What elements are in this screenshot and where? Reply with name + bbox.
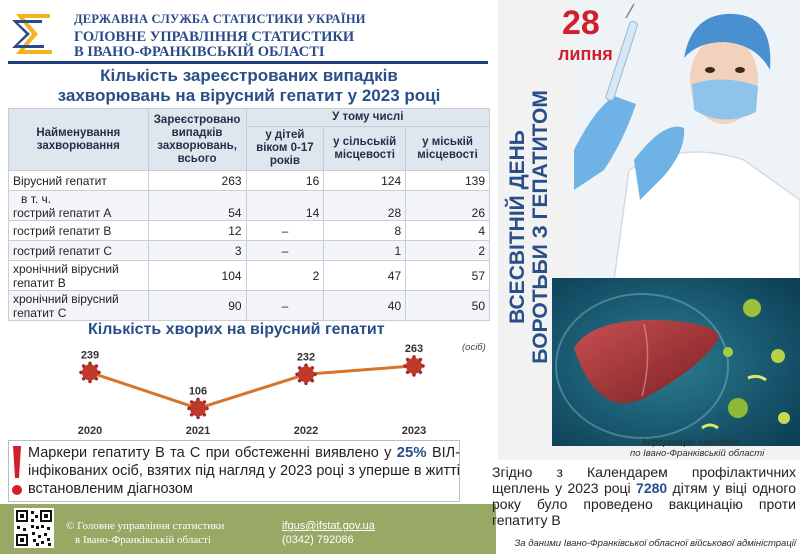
x-tick-label: 2020 <box>77 425 103 437</box>
info-caption <box>630 437 790 459</box>
liver-illustration <box>552 278 800 446</box>
hepatitis-cases-table <box>8 108 490 321</box>
data-label: 239 <box>80 349 100 362</box>
data-point <box>403 355 425 377</box>
cell-total: 90 <box>148 291 246 321</box>
chart-title: Кількість хворих на вірусний гепатит <box>88 321 385 338</box>
data-point <box>79 362 101 384</box>
markers-note-text <box>28 444 460 498</box>
patients-line-chart <box>0 340 500 440</box>
footer-phone: (0342) 792086 <box>282 534 354 546</box>
exclamation-icon <box>10 444 24 498</box>
org-name-regional-line2: В ІВАНО-ФРАНКІВСЬКІЙ ОБЛАСТІ <box>74 44 325 60</box>
table-row <box>9 191 490 221</box>
data-label: 263 <box>404 342 424 355</box>
cell-rural: 40 <box>324 291 406 321</box>
doctor-photo <box>574 0 800 280</box>
row-name-prefix: в т. ч. <box>21 191 52 206</box>
info-caption-line2: по Івано-Франківській області <box>630 448 765 459</box>
cell-children: – <box>246 241 324 261</box>
series-line <box>90 366 414 408</box>
sigma-logo-icon <box>6 6 62 62</box>
page-title <box>10 66 488 106</box>
cell-children: 16 <box>246 171 324 191</box>
cell-urban: 139 <box>406 171 490 191</box>
cell-rural: 47 <box>324 261 406 291</box>
cell-rural: 124 <box>324 171 406 191</box>
row-name: гострий гепатит С <box>9 241 149 261</box>
x-tick-label: 2023 <box>401 425 427 437</box>
cell-children: – <box>246 291 324 321</box>
col-header-name: Найменування захворювання <box>9 109 149 171</box>
col-header-children: у дітей віком 0-17 років <box>246 127 324 171</box>
date-day: 28 <box>562 4 600 42</box>
cell-rural: 1 <box>324 241 406 261</box>
x-tick-label: 2021 <box>185 425 211 437</box>
qr-code-icon[interactable] <box>14 508 54 548</box>
source-note: За даними Івано-Франківської обласної військової адміністрації <box>514 538 796 549</box>
org-name-regional-line1: ГОЛОВНЕ УПРАВЛІННЯ СТАТИСТИКИ <box>74 29 355 45</box>
data-label: 232 <box>296 351 316 364</box>
org-name-regional <box>74 30 354 60</box>
row-name <box>9 261 149 291</box>
col-header-urban: у міській місцевості <box>406 127 490 171</box>
org-name-national: ДЕРЖАВНА СЛУЖБА СТАТИСТИКИ УКРАЇНИ <box>74 12 366 26</box>
data-point <box>295 363 317 385</box>
cell-urban: 50 <box>406 291 490 321</box>
vaccination-text <box>492 464 796 528</box>
x-tick-label: 2022 <box>293 425 319 437</box>
row-name-line2: гепатит В <box>13 275 66 290</box>
cell-children: 14 <box>246 191 324 221</box>
vaccination-text-part2: дітям у віці одного року було проведено вакцинацію проти гепатиту В <box>492 480 796 528</box>
data-point <box>187 398 209 420</box>
table-row <box>9 241 490 261</box>
date-month: липня <box>558 44 613 64</box>
cell-children: – <box>246 221 324 241</box>
page-title-line1: Кількість зареєстрованих випадків <box>100 66 398 85</box>
row-name <box>9 291 149 321</box>
cell-urban: 4 <box>406 221 490 241</box>
col-header-total: Зареєстровано випадків захворювань, всього <box>148 109 246 171</box>
cell-urban: 26 <box>406 191 490 221</box>
markers-note-part1: Маркери гепатиту В та С при обстеженні виявлено у <box>28 445 397 461</box>
world-hepatitis-day-title <box>503 8 553 446</box>
cell-total: 263 <box>148 171 246 191</box>
vertical-title-line1: ВСЕСВІТНІЙ ДЕНЬ <box>506 130 529 324</box>
footer-email-link[interactable]: ifgus@ifstat.gov.ua <box>282 520 375 532</box>
row-name <box>9 191 149 221</box>
page-title-line2: захворювань на вірусний гепатит у 2023 році <box>57 86 441 105</box>
cell-total: 104 <box>148 261 246 291</box>
info-caption-line1: Інформацію наведено <box>642 437 739 448</box>
cell-rural: 28 <box>324 191 406 221</box>
markers-note-percent: 25% <box>396 444 427 461</box>
vaccination-count: 7280 <box>636 480 668 496</box>
vertical-title-line2: БОРОТЬБИ З ГЕПАТИТОМ <box>529 90 552 364</box>
row-name-line1: хронічний вірусний <box>13 261 119 276</box>
col-header-group: У тому числі <box>246 109 489 127</box>
footer-copyright-line1: © Головне управління статистики <box>66 520 225 532</box>
cell-children: 2 <box>246 261 324 291</box>
cell-total: 3 <box>148 241 246 261</box>
footer-copyright-line2: в Івано-Франківській області <box>75 534 211 546</box>
row-name: Вірусний гепатит <box>9 171 149 191</box>
data-label: 106 <box>188 385 208 398</box>
row-name-line2: гепатит С <box>13 305 67 320</box>
cell-urban: 57 <box>406 261 490 291</box>
cell-total: 12 <box>148 221 246 241</box>
row-name-main: гострий гепатит А <box>13 205 112 220</box>
table-row <box>9 291 490 321</box>
footer-copyright <box>66 519 224 547</box>
table-row <box>9 261 490 291</box>
markers-note-part2: ВІЛ-інфікованих осіб, взятих під нагляд у 2023 році з уперше в житті встановленим діагнозом <box>28 445 461 497</box>
chart-unit: (осіб) <box>462 342 486 353</box>
footer-contacts <box>282 519 375 547</box>
table-row <box>9 171 490 191</box>
cell-rural: 8 <box>324 221 406 241</box>
vaccination-text-part1: Згідно з Календарем профілактичних щеплень у 2023 році <box>492 464 796 496</box>
cell-urban: 2 <box>406 241 490 261</box>
header-divider <box>8 61 488 64</box>
table-row <box>9 221 490 241</box>
row-name-line1: хронічний вірусний <box>13 291 119 306</box>
cell-total: 54 <box>148 191 246 221</box>
row-name: гострий гепатит В <box>9 221 149 241</box>
col-header-rural: у сільській місцевості <box>324 127 406 171</box>
